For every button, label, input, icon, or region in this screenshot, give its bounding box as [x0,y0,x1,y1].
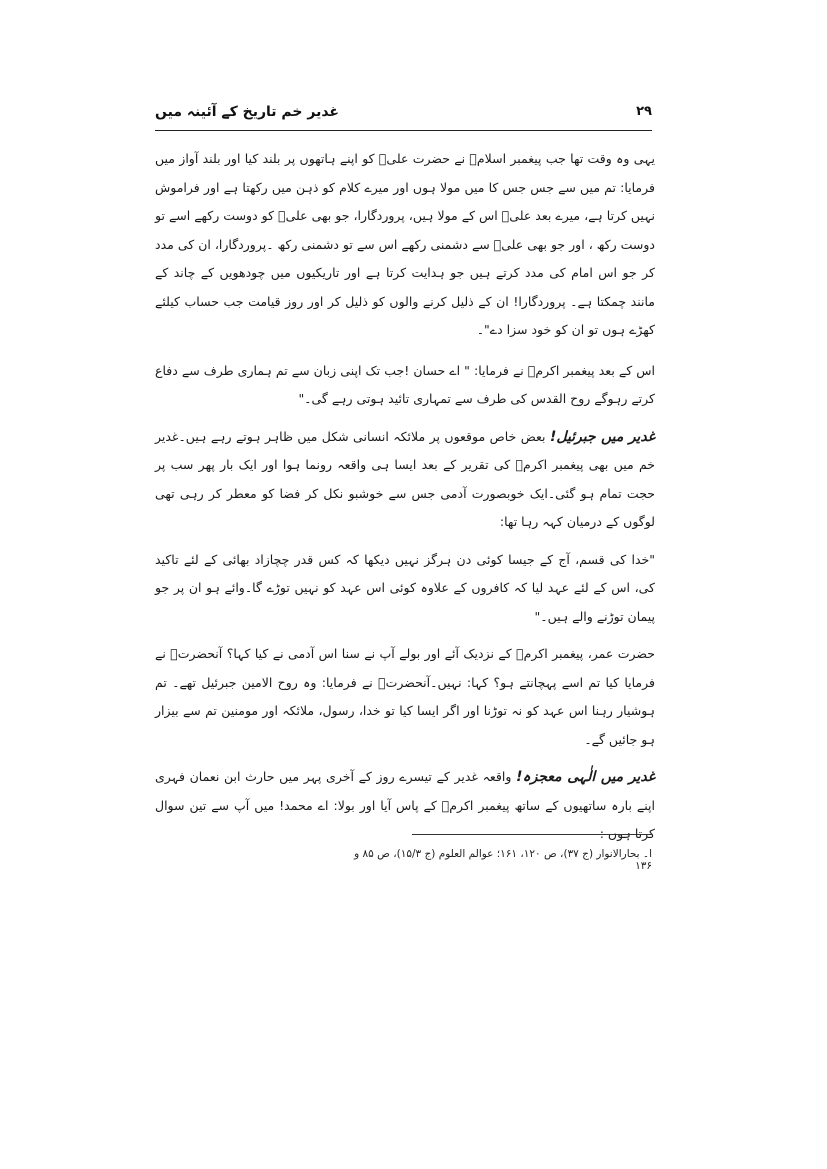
running-title: غدیر خم تاریخ کے آئینہ میں [155,104,339,120]
footnote: ا۔ بحارالانوار (ج ۳۷)، ص ۱۲۰، ۱۶۱؛ عوالم العلوم (ج ۱۵/۳)، ص ۸۵ و ۱۳۶ [354,848,652,872]
quote-block-sermon: یہی وہ وقت تھا جب پیغمبر اسلامؐ نے حضرت علیؑ کو اپنے ہاتھوں پر بلند کیا اور بلند آواز میں فرمایا: تم میں سے جس جس کا میں مولا ہوں اور میرے کلام کو ذہن میں رکھتا ہے اور فراموش نہیں کرتا ہے، میرے بعد علیؑ اس کے مولا ہیں، پروردگارا، جو بھی علیؑ کو دوست رکھے اسے تو دوست رکھ ، اور جو بھی علیؑ سے دشمنی رکھے اس سے تو دشمنی رکھ ۔پروردگارا، ان کی مدد کر جو اس امام کی مدد کرتے ہیں جو ہدایت کرتا ہے اور تاریکیوں میں چودھویں کے چاند کے مانند چمکتا ہے۔ پروردگارا! ان کے ذلیل کرنے والوں کو ذلیل کر اور روز قیامت جب حساب کیلئے کھڑے ہوں تو ان کو خود سزا دے"۔ [155,151,655,337]
page-number: ۲۹ [636,104,652,119]
paragraph-jibrail-text: بعض خاص موقعوں پر ملائکہ انسانی شکل میں ظاہر ہوتے رہے ہیں۔غدیر خم میں بھی پیغمبر اکرمؐ کی تقریر کے بعد ایسا ہی واقعہ رونما ہوا اور ایک بار پھر سب پر حجت تمام ہو گئی۔ایک خوبصورت آدمی جس سے خوشبو نکل کر فضا کو معطر کر رہی تھی لوگوں کے درمیان کہہ رہا تھا: [155,428,655,529]
paragraph-miracle-text: واقعہ غدیر کے تیسرے روز کے آخری پہر میں حارث ابن نعمان فہری اپنے بارہ ساتھیوں کے ساتھ پیغمبر اکرمؐ کے پاس آیا اور بولا: اے محمد! میں آپ سے تین سوال کرتا ہوں : [155,769,655,841]
page-body [155,145,655,849]
section-heading-jibrail: غدیر میں جبرئیل! [549,428,655,445]
paragraph-hassan: اس کے بعد پیغمبر اکرمؐ نے فرمایا: " اے حسان !جب تک اپنی زبان سے تم ہماری طرف سے دفاع کرتے رہوگے روح القدس کی طرف سے تمہاری تائید ہوتی رہے گی۔" [155,362,655,406]
footnote-rule [412,834,652,835]
paragraph-umar: حضرت عمر، پیغمبر اکرمؐ کے نزدیک آئے اور بولے آپ نے سنا اس آدمی نے کیا کہا؟ آنحضرتؐ نے فرمایا کیا تم اسے پہچانتے ہو؟ کہا: نہیں۔آنحضرتؐ نے فرمایا: وہ روح الامین جبرئیل تھے۔ تم ہوشیار رہنا اس عہد کو نہ توڑنا اور اگر ایسا کیا تو خدا، رسول، ملائکہ اور مومنین تم سے بیزار ہو جائیں گے۔ [155,646,655,747]
page-header [155,100,652,132]
quote-block-stranger: "خدا کی قسم، آج کے جیسا کوئی دن ہرگز نہیں دیکھا کہ کس قدر چچازاد بھائی کے لئے تاکید کی، اس کے لئے عہد لیا کہ کافروں کے علاوہ کوئی اس عہد کو نہیں توڑے گا۔وائے ہو ان پر جو پیمان توڑنے والے ہیں۔" [155,551,655,624]
paragraph-jibrail [155,423,655,537]
section-heading-miracle: غدیر میں الٰہی معجزہ! [516,769,655,785]
header-rule [155,130,652,131]
paragraph-miracle [155,763,655,849]
